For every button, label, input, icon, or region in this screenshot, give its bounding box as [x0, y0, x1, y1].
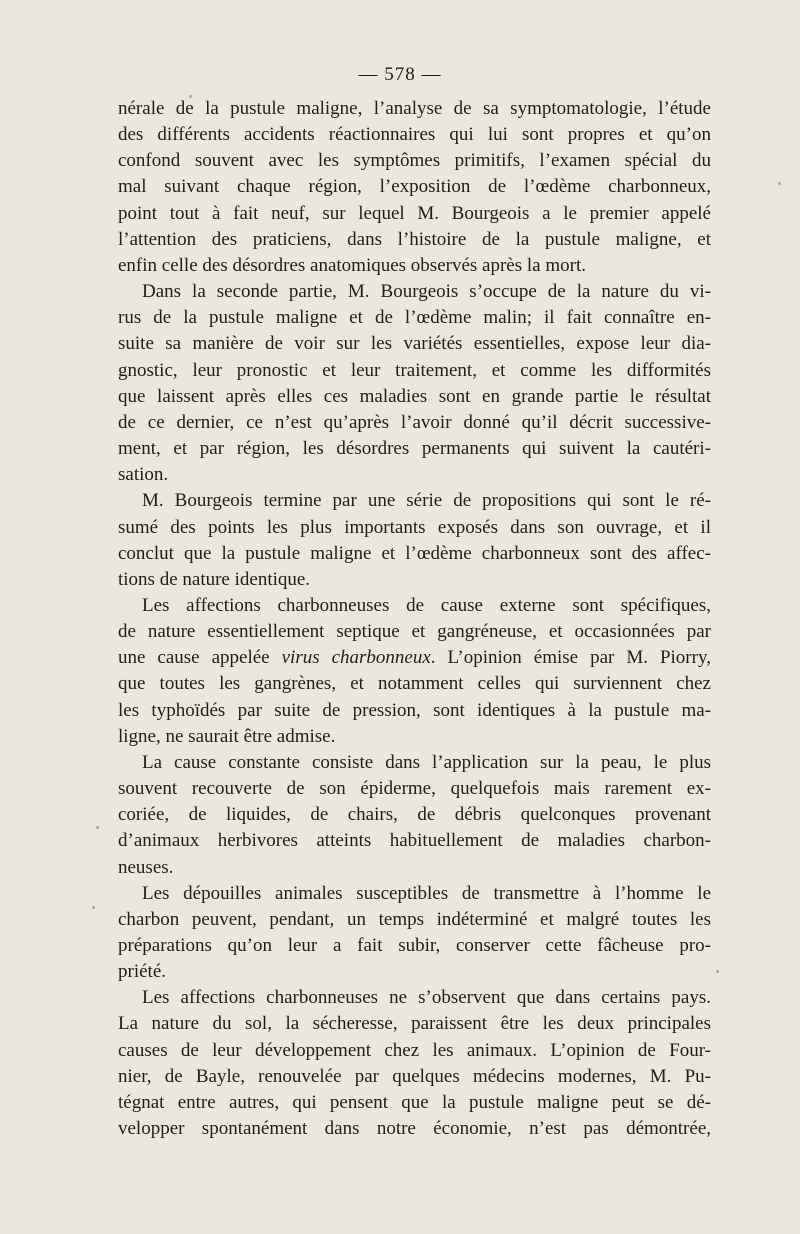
- text-line: enfin celle des désordres anatomiques observés après la mort.: [118, 254, 586, 276]
- text-line: point tout à fait neuf, sur lequel M. Bourgeois a le premier appelé: [118, 202, 711, 224]
- text-line: suite sa manière de voir sur les variétés essentielles, expose leur dia-: [118, 333, 711, 355]
- text-line: rus de la pustule maligne et de l’œdème malin; il fait connaître en-: [118, 307, 711, 329]
- text-line: priété.: [118, 961, 167, 983]
- paper-speck: [778, 182, 781, 185]
- text-line: Dans la seconde partie, M. Bourgeois s’occupe de la nature du vi-: [142, 281, 711, 303]
- text-line: conclut que la pustule maligne et l’œdème charbonneux sont des affec-: [118, 542, 711, 564]
- text-line: confond souvent avec les symptômes primitifs, l’examen spécial du: [118, 150, 711, 172]
- text-line: une cause appelée virus charbonneux. L’opinion émise par M. Piorry,: [118, 647, 711, 669]
- text-line: de ce dernier, ce n’est qu’après l’avoir donné qu’il décrit successive-: [118, 411, 711, 433]
- text-line: nérale de la pustule maligne, l’analyse de sa symptomatologie, l’étude: [118, 98, 711, 119]
- page-number: — 578 —: [358, 64, 442, 85]
- text-line: neuses.: [118, 856, 174, 878]
- text-line: ligne, ne saurait être admise.: [118, 725, 336, 747]
- text-line: que laissent après elles ces maladies sont en grande partie le résultat: [118, 385, 711, 407]
- text-line: l’attention des praticiens, dans l’histoire de la pustule maligne, et: [118, 228, 711, 250]
- text-line: Les affections charbonneuses de cause externe sont spécifiques,: [142, 594, 711, 616]
- body-text: [118, 96, 711, 1142]
- text-line: ment, et par région, les désordres permanents qui suivent la cautéri-: [118, 438, 711, 460]
- italic-term: virus charbonneux: [281, 647, 431, 669]
- text-line: Les affections charbonneuses ne s’observent que dans certains pays.: [142, 987, 711, 1009]
- text-line: souvent recouverte de son épiderme, quelquefois mais rarement ex-: [118, 778, 711, 800]
- text-line: Les dépouilles animales susceptibles de transmettre à l’homme le: [142, 882, 711, 904]
- text-line: coriée, de liquides, de chairs, de débris quelconques provenant: [118, 804, 711, 826]
- text-line: tégnat entre autres, qui pensent que la pustule maligne peut se dé-: [118, 1091, 711, 1113]
- text-line: que toutes les gangrènes, et notamment celles qui surviennent chez: [118, 673, 711, 695]
- text-line: sumé des points les plus importants exposés dans son ouvrage, et il: [118, 516, 711, 538]
- text-line: de nature essentiellement septique et gangréneuse, et occasionnées par: [118, 621, 711, 643]
- text-line: d’animaux herbivores atteints habituellement de maladies charbon-: [118, 830, 711, 852]
- text-line: mal suivant chaque région, l’exposition de l’œdème charbonneux,: [118, 176, 711, 198]
- paper-speck: [189, 95, 192, 98]
- text-line: causes de leur développement chez les animaux. L’opinion de Four-: [118, 1039, 711, 1061]
- text-line: M. Bourgeois termine par une série de propositions qui sont le ré-: [142, 490, 711, 512]
- paper-speck: [716, 970, 719, 973]
- text-line: velopper spontanément dans notre économie, n’est pas démontrée,: [118, 1118, 711, 1140]
- text-line: les typhoïdés par suite de pression, sont identiques à la pustule ma-: [118, 699, 711, 721]
- paper-speck: [92, 906, 95, 909]
- text-line: préparations qu’on leur a fait subir, conserver cette fâcheuse pro-: [118, 935, 711, 956]
- text-line: nier, de Bayle, renouvelée par quelques médecins modernes, M. Pu-: [118, 1065, 711, 1087]
- text-line: tions de nature identique.: [118, 568, 311, 590]
- text-line: des différents accidents réactionnaires qui lui sont propres et qu’on: [118, 124, 711, 146]
- text-line: sation.: [118, 464, 169, 486]
- text-line: La cause constante consiste dans l’application sur la peau, le plus: [142, 751, 711, 773]
- text-line: gnostic, leur pronostic et leur traitement, et comme les difformités: [118, 359, 711, 381]
- paper-speck: [96, 826, 99, 829]
- text-line: charbon peuvent, pendant, un temps indéterminé et malgré toutes les: [118, 908, 711, 930]
- text-line: La nature du sol, la sécheresse, paraissent être les deux principales: [118, 1013, 711, 1035]
